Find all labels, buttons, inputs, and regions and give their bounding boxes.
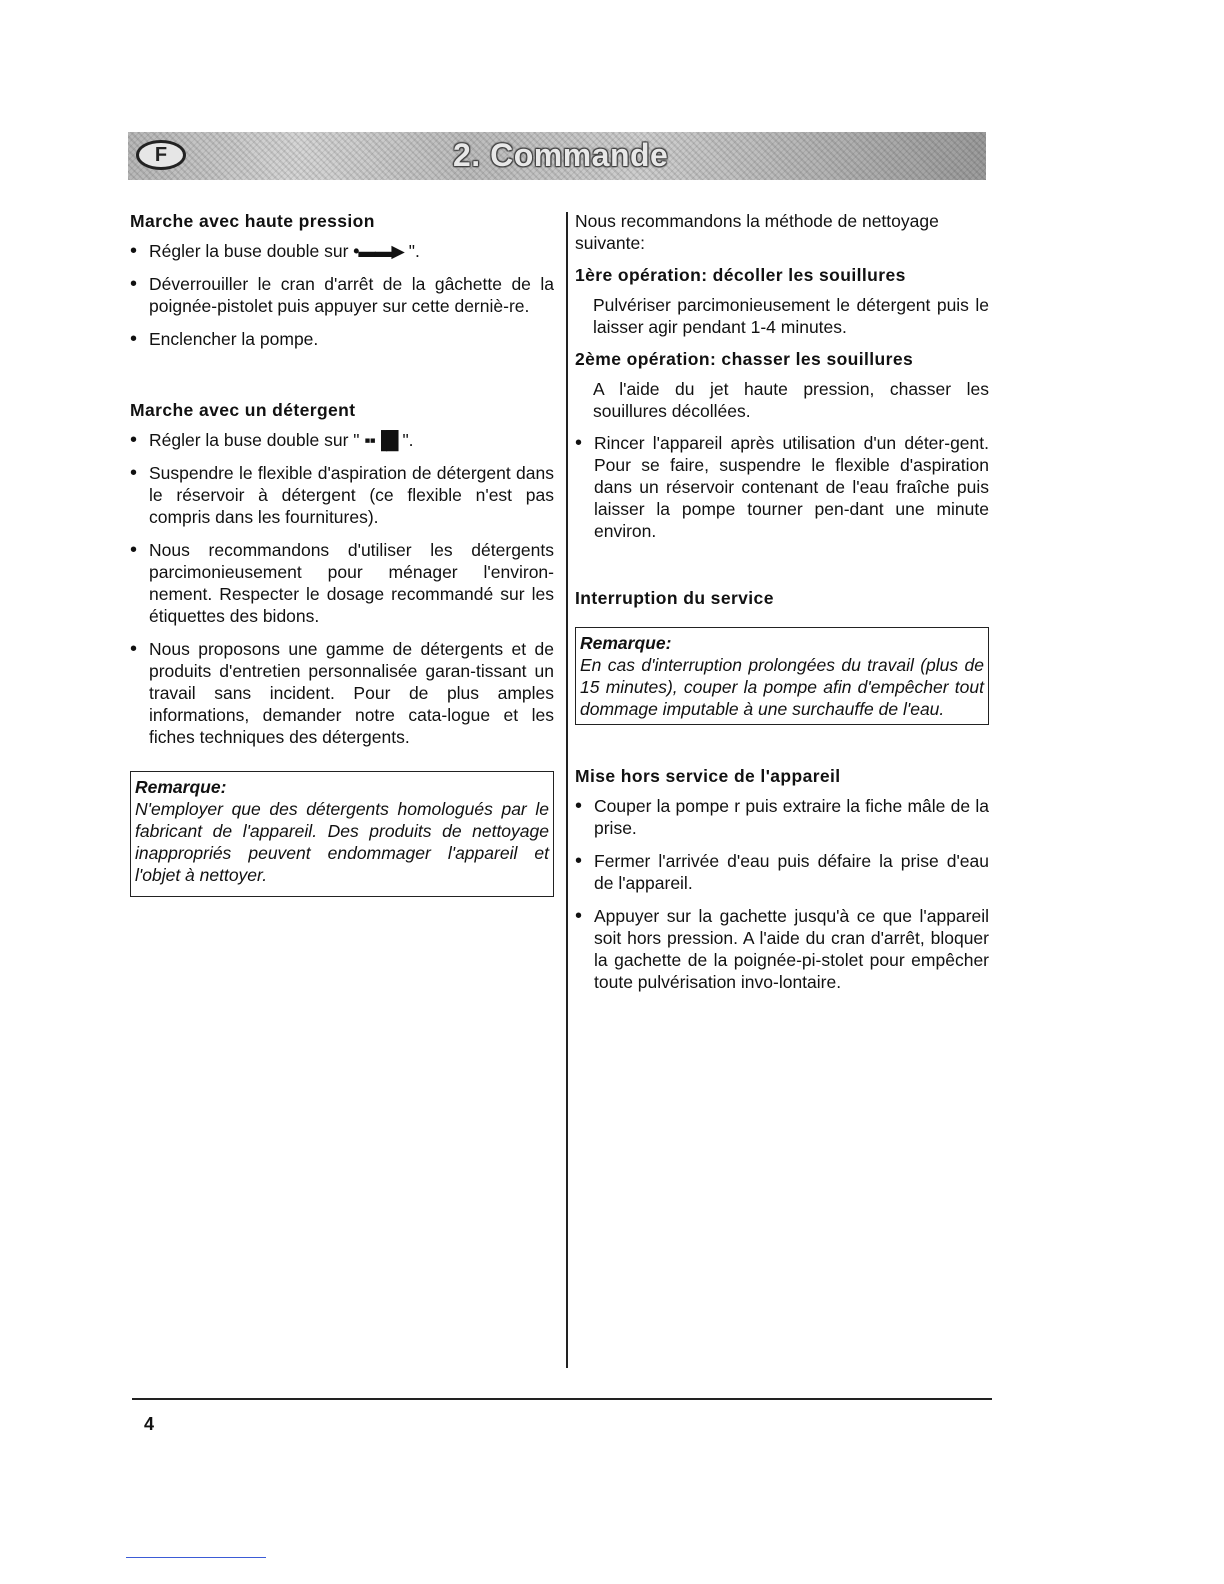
page-number: 4 <box>144 1414 155 1434</box>
interruption-heading: Interruption du service <box>575 588 774 608</box>
shutdown-heading: Mise hors service de l'appareil <box>575 766 841 786</box>
list-item: • Rincer l'appareil après utilisation d'un déter-gent. Pour se faire, suspendre le flexible d'aspiration dans un réservoir contenant de l'eau fraîche puis laisser la pompe tourner pen-dant une minute environ. <box>575 432 989 542</box>
detergent-list <box>130 429 554 748</box>
list-item: • Suspendre le flexible d'aspiration de détergent dans le réservoir à détergent (ce flexible n'est pas compris dans les fournitures). <box>130 462 554 528</box>
note-title: Remarque: <box>580 633 672 653</box>
underline-mark <box>126 1557 266 1558</box>
list-item: • Régler la buse double sur •▬▬▶ ". <box>130 240 554 262</box>
note-text: N'employer que des détergents homologués par le fabricant de l'appareil. Des produits de nettoyage inappropriés peuvent endommager l'appareil et l'objet à nettoyer. <box>135 799 549 885</box>
list-item: • Nous proposons une gamme de détergents et de produits d'entretien personnalisée garan-tissant un travail sans incident. Pour de plus amples informations, demander notre cata-logue et les fiches techniques des détergents. <box>130 638 554 748</box>
list-item: • Appuyer sur la gachette jusqu'à ce que l'appareil soit hors pression. A l'aide du cran d'arrêt, bloquer la gachette de la poignée-pi-stolet pour empêcher toute pulvérisation invo-lontaire. <box>575 905 989 993</box>
list-item: • Nous recommandons d'utiliser les détergents parcimonieusement pour ménager l'environ-nement. Respecter le dosage recommandé sur les étiquettes des bidons. <box>130 539 554 627</box>
section-heading-high-pressure: Marche avec haute pression <box>130 211 375 231</box>
high-pressure-list <box>130 240 554 350</box>
nozzle-low-pressure-icon: ▪▪▐█ <box>364 430 398 450</box>
header-banner <box>128 132 986 180</box>
left-column <box>130 210 554 897</box>
operation-1-text: Pulvériser parcimonieusement le détergent puis le laisser agir pendant 1-4 minutes. <box>593 295 989 337</box>
nozzle-high-pressure-icon: •▬▬▶ <box>353 241 404 261</box>
right-column <box>575 210 989 1004</box>
list-item: • Enclencher la pompe. <box>130 328 554 350</box>
detergent-note-box <box>130 771 554 897</box>
note-text: En cas d'interruption prolongées du travail (plus de 15 minutes), couper la pompe afin d'empêcher tout dommage imputable à une surchauffe de l'eau. <box>580 655 984 719</box>
operation-1-heading: 1ère opération: décoller les souillures <box>575 265 906 285</box>
rinse-list <box>575 432 989 542</box>
page-title: 2. Commande <box>453 137 669 173</box>
list-item: • Déverrouiller le cran d'arrêt de la gâchette de la poignée-pistolet puis appuyer sur cette derniè-re. <box>130 273 554 317</box>
footer-rule <box>132 1398 992 1400</box>
column-divider <box>566 212 568 1368</box>
note-title: Remarque: <box>135 777 227 797</box>
language-badge: F <box>136 140 186 170</box>
list-item: • Régler la buse double sur " ▪▪▐█ ". <box>130 429 554 451</box>
shutdown-list <box>575 795 989 993</box>
interruption-note-box <box>575 627 989 725</box>
operation-2-text: A l'aide du jet haute pression, chasser les souillures décollées. <box>593 379 989 421</box>
list-item: • Couper la pompe r puis extraire la fiche mâle de la prise. <box>575 795 989 839</box>
section-heading-detergent: Marche avec un détergent <box>130 400 356 420</box>
list-item: • Fermer l'arrivée d'eau puis défaire la prise d'eau de l'appareil. <box>575 850 989 894</box>
intro-text: Nous recommandons la méthode de nettoyage suivante: <box>575 211 939 253</box>
operation-2-heading: 2ème opération: chasser les souillures <box>575 349 914 369</box>
